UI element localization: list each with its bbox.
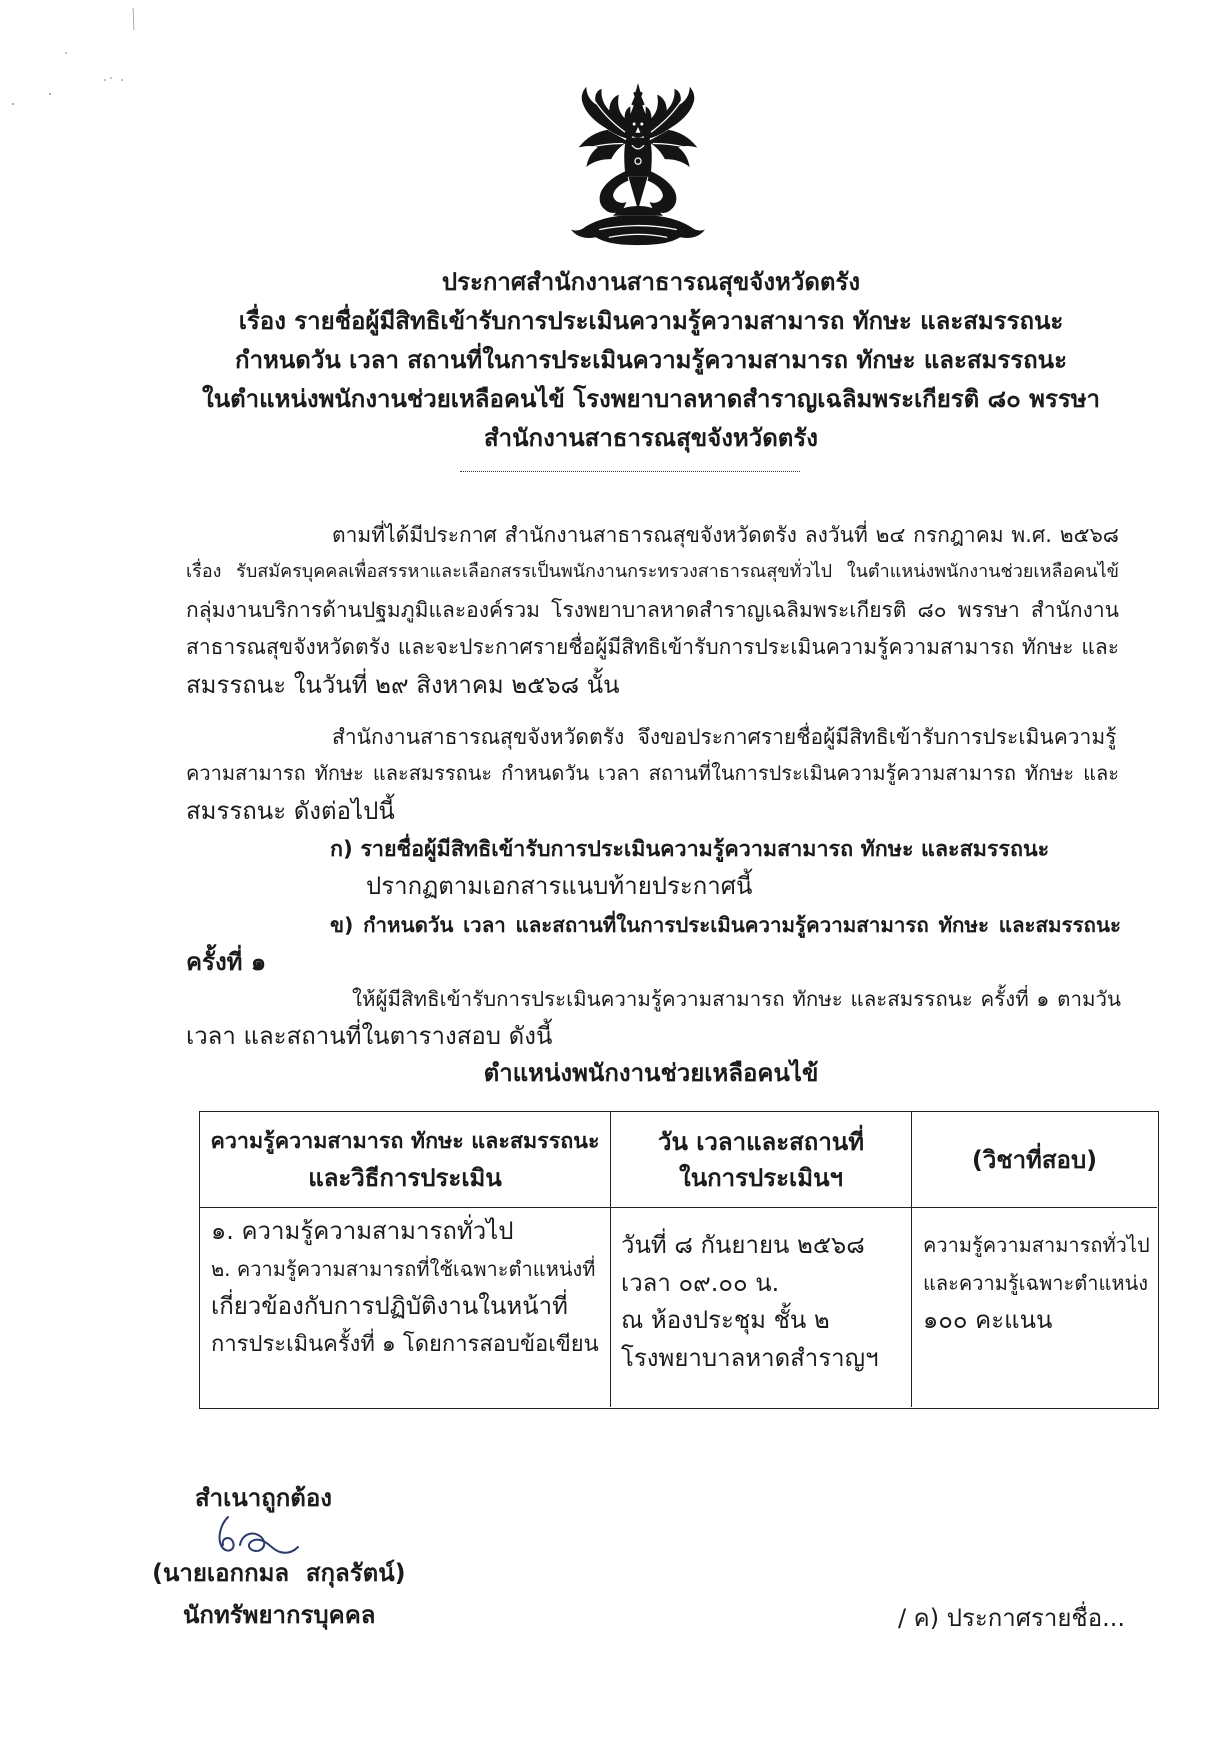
item-b-heading-continued: ครั้งที่ ๑ — [186, 948, 267, 976]
table-cell-text: ๑๐๐ คะแนน — [923, 1306, 1053, 1334]
title-line-4: ในตำแหน่งพนักงานช่วยเหลือคนไข้ โรงพยาบาลหาดสำราญเฉลิมพระเกียรติ ๘๐ พรรษา — [201, 385, 1101, 413]
signatory-name: (นายเอกกมล สกุลรัตน์) — [152, 1559, 406, 1587]
table-cell-text: ณ ห้องประชุม ชั้น ๒ — [621, 1306, 830, 1334]
table-cell-text: โรงพยาบาลหาดสำราญฯ — [621, 1343, 879, 1372]
table-header-cell-subject — [912, 1112, 1157, 1208]
paragraph-1-line: สาธารณสุขจังหวัดตรัง และจะประกาศรายชื่อผู้มีสิทธิเข้ารับการประเมินความรู้ความสามารถ ทักษะ และ — [186, 635, 1119, 659]
certified-copy-label: สำเนาถูกต้อง — [195, 1484, 332, 1512]
title-line-2: เรื่อง รายชื่อผู้มีสิทธิเข้ารับการประเมินความรู้ความสามารถ ทักษะ และสมรรถนะ — [238, 307, 1064, 335]
table-cell-subject — [912, 1208, 1157, 1407]
table-header-text: ความรู้ความสามารถ ทักษะ และสมรรถนะ — [210, 1128, 600, 1154]
table-cell-text: ๑. ความรู้ความสามารถทั่วไป — [211, 1217, 514, 1245]
paragraph-3-line: ให้ผู้มีสิทธิเข้ารับการประเมินความรู้ความสามารถ ทักษะ และสมรรถนะ ครั้งที่ ๑ ตามวัน — [352, 987, 1121, 1011]
table-caption: ตำแหน่งพนักงานช่วยเหลือคนไข้ — [483, 1059, 819, 1087]
paragraph-2-line: สมรรถนะ ดังต่อไปนี้ — [186, 797, 395, 825]
title-line-3: กำหนดวัน เวลา สถานที่ในการประเมินความรู้ความสามารถ ทักษะ และสมรรถนะ — [235, 346, 1067, 374]
item-b-heading: ข) กำหนดวัน เวลา และสถานที่ในการประเมินความรู้ความสามารถ ทักษะ และสมรรถนะ — [330, 913, 1121, 937]
paragraph-1-line: กลุ่มงานบริการด้านปฐมภูมิและองค์รวม โรงพยาบาลหาดสำราญเฉลิมพระเกียรติ ๘๐ พรรษา สำนักงาน — [186, 598, 1119, 622]
table-cell-text: เกี่ยวข้องกับการปฏิบัติงานในหน้าที่ — [211, 1292, 568, 1320]
continuation-note: / ค) ประกาศรายชื่อ... — [897, 1604, 1125, 1632]
table-header-text: (วิชาที่สอบ) — [971, 1145, 1098, 1174]
table-header-text: และวิธีการประเมิน — [308, 1163, 502, 1192]
table-cell-text: เวลา ๐๙.๐๐ น. — [621, 1268, 780, 1297]
table-cell-text: และความรู้เฉพาะตำแหน่ง — [923, 1270, 1148, 1295]
exam-schedule-table — [199, 1111, 1159, 1409]
paragraph-1-line: ตามที่ได้มีประกาศ สำนักงานสาธารณสุขจังหวัดตรัง ลงวันที่ ๒๔ กรกฎาคม พ.ศ. ๒๕๖๘ — [332, 523, 1119, 547]
paragraph-1-line: สมรรถนะ ในวันที่ ๒๙ สิงหาคม ๒๕๖๘ นั้น — [186, 671, 620, 699]
paragraph-2-line: ความสามารถ ทักษะ และสมรรถนะ กำหนดวัน เวลา สถานที่ในการประเมินความรู้ความสามารถ ทักษะ และ — [186, 761, 1119, 785]
paragraph-3-line: เวลา และสถานที่ในตารางสอบ ดังนี้ — [186, 1022, 553, 1050]
table-cell-method — [200, 1208, 611, 1407]
paragraph-1-line: เรื่อง รับสมัครบุคคลเพื่อสรรหาและเลือกสรรเป็นพนักงานกระทรวงสาธารณสุขทั่วไป ในตำแหน่งพนักงานช่วยเหลือคนไข้ — [186, 561, 1119, 582]
table-cell-text: ๒. ความรู้ความสามารถที่ใช้เฉพาะตำแหน่งที่ — [211, 1256, 596, 1281]
item-a-heading: ก) รายชื่อผู้มีสิทธิเข้ารับการประเมินความรู้ความสามารถ ทักษะ และสมรรถนะ — [330, 837, 1050, 862]
paragraph-2-line: สำนักงานสาธารณสุขจังหวัดตรัง จึงขอประกาศรายชื่อผู้มีสิทธิเข้ารับการประเมินความรู้ — [332, 725, 1117, 749]
table-cell-text: การประเมินครั้งที่ ๑ โดยการสอบข้อเขียน — [211, 1331, 599, 1357]
table-cell-schedule — [611, 1208, 912, 1407]
title-divider — [460, 471, 800, 472]
table-header-text: วัน เวลาและสถานที่ — [657, 1127, 865, 1156]
table-header-cell-method — [200, 1112, 611, 1208]
title-line-5: สำนักงานสาธารณสุขจังหวัดตรัง — [484, 424, 818, 452]
title-line-1: ประกาศสำนักงานสาธารณสุขจังหวัดตรัง — [441, 268, 861, 296]
item-a-detail: ปรากฏตามเอกสารแนบท้ายประกาศนี้ — [366, 872, 753, 900]
table-cell-text: วันที่ ๘ กันยายน ๒๕๖๘ — [621, 1231, 865, 1259]
table-header-cell-schedule — [611, 1112, 912, 1208]
signatory-position: นักทรัพยากรบุคคล — [183, 1601, 376, 1629]
table-header-text: ในการประเมินฯ — [679, 1163, 843, 1192]
garuda-emblem-icon — [571, 83, 705, 249]
scan-specks — [0, 0, 150, 110]
table-cell-text: ความรู้ความสามารถทั่วไป — [923, 1233, 1150, 1257]
